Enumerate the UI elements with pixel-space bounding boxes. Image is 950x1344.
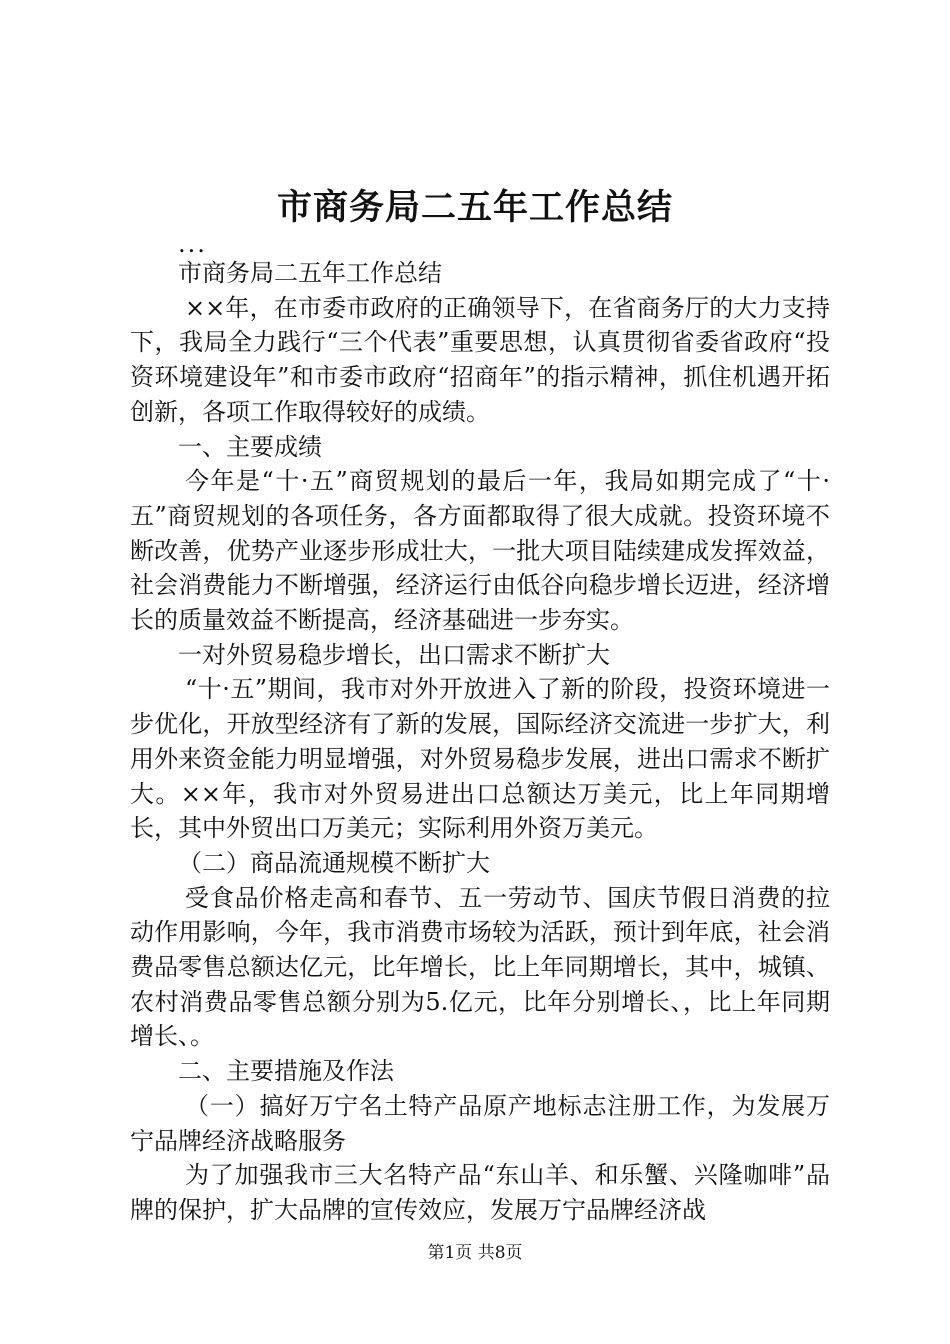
subtitle-paragraph: 市商务局二五年工作总结 [178, 259, 442, 287]
intro-paragraph: ××年，在市委市政府的正确领导下，在省商务厅的大力支持下，我局全力践行“三个代表”重要思想，认真贯彻省委省政府“投资环境建设年”和市委市政府“招商年”的指示精神，抓住机遇开拓创新，各项工作取得较好的成绩。 [130, 293, 830, 426]
document-title: 市商务局二五年工作总结 [276, 187, 673, 228]
subheading-foreign-trade: 一对外贸易稳步增长，出口需求不断扩大 [178, 640, 610, 669]
document-body [130, 230, 830, 1228]
subheading-commodity-circulation: （二）商品流通规模不断扩大 [178, 848, 490, 877]
section-heading-measures: 二、主要措施及作法 [178, 1057, 394, 1086]
commodity-circulation-paragraph: 受食品价格走高和春节、五一劳动节、国庆节假日消费的拉动作用影响，今年，我市消费市场较为活跃，预计到年底，社会消费品零售总额达亿元，比年增长，比上年同期增长，其中，城镇、农村消费品零售总额分别为5.亿元，比年分别增长、，比上年同期增长、。 [130, 883, 830, 1051]
ellipsis-marker: ... [178, 230, 207, 258]
foreign-trade-paragraph: “十·五”期间，我市对外开放进入了新的阶段，投资环境进一步优化，开放型经济有了新的发展，国际经济交流进一步扩大，利用外来资金能力明显增强，对外贸易稳步发展，进出口需求不断扩大。××年，我市对外贸易进出口总额达万美元，比上年同期增长，其中外贸出口万美元；实际利用外资万美元。 [130, 675, 830, 843]
origin-registration-paragraph: 为了加强我市三大名特产品“东山羊、和乐蟹、兴隆咖啡”品牌的保护，扩大品牌的宣传效应，发展万宁品牌经济战 [130, 1161, 830, 1224]
subheading-origin-registration: （一）搞好万宁名土特产品原产地标志注册工作，为发展万宁品牌经济战略服务 [130, 1091, 830, 1155]
section-heading-achievements: 一、主要成绩 [178, 432, 322, 461]
page-footer: 第1页 共8页 [427, 1243, 523, 1263]
achievements-paragraph: 今年是“十·五”商贸规划的最后一年，我局如期完成了“十·五”商贸规划的各项任务，各方面都取得了很大成就。投资环境不断改善，优势产业逐步形成壮大，一批大项目陆续建成发挥效益，社会消费能力不断增强，经济运行由低谷向稳步增长迈进，经济增长的质量效益不断提高，经济基础进一步夯实。 [130, 467, 830, 635]
